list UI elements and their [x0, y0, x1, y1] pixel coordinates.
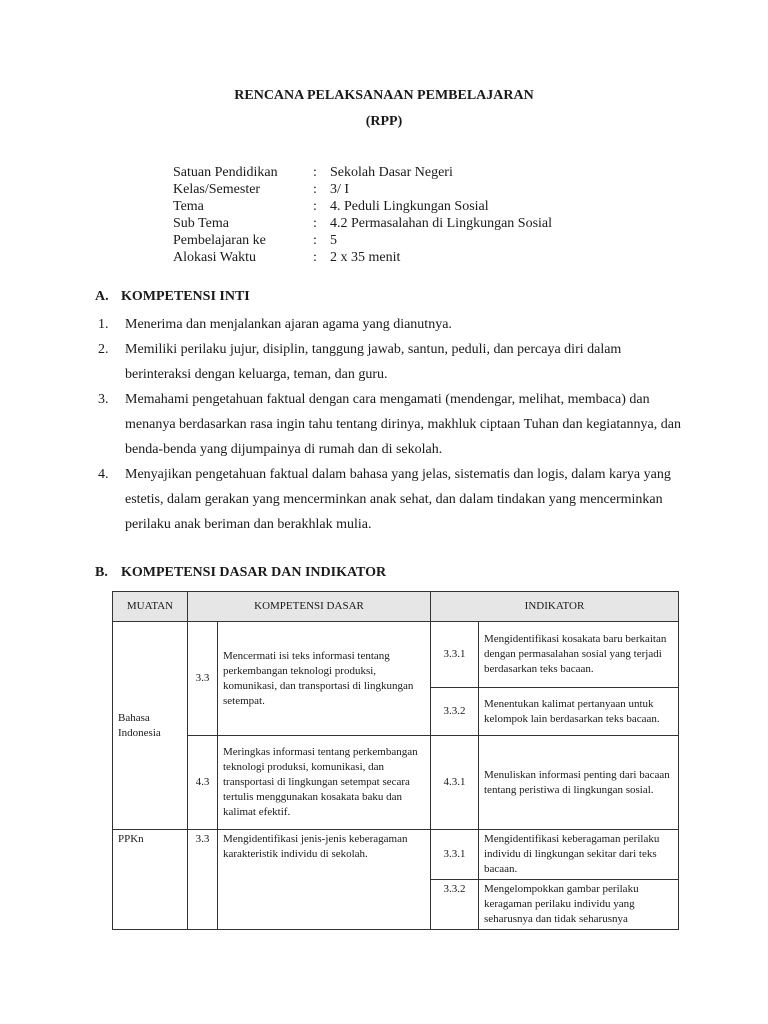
kd-text: Meringkas informasi tentang perkembangan teknologi produksi, komunikasi, dan transportasi di lingkungan setempat secara tertulis menggunakan kosakata baku dan kalimat efektif.: [218, 736, 431, 830]
list-text: Menerima dan menjalankan ajaran agama yang dianutnya.: [125, 317, 452, 332]
list-text: Menyajikan pengetahuan faktual dalam bahasa yang jelas, sistematis dan logis, dalam karya yang estetis, dalam gerakan yang mencerminkan anak sehat, dan dalam tindakan yang mencerminkan perilaku anak beriman dan berakhlak mulia.: [125, 467, 671, 532]
identity-value: 3/ I: [330, 182, 350, 197]
section-b-heading: [95, 565, 386, 581]
indikator-code: 3.3.1: [431, 830, 479, 880]
indikator-code: 3.3.2: [431, 880, 479, 930]
indikator-text: Mengidentifikasi keberagaman perilaku individu di lingkungan sekitar dari teks bacaan.: [479, 830, 679, 880]
header-kompetensi-dasar: KOMPETENSI DASAR: [188, 592, 431, 622]
identity-row: [173, 164, 552, 181]
document-subtitle: (RPP): [365, 114, 403, 129]
kd-text: Mencermati isi teks informasi tentang perkembangan teknologi produksi, komunikasi, dan transportasi di lingkungan setempat.: [218, 622, 431, 736]
kd-code: 3.3: [188, 830, 218, 930]
identity-label: Tema: [173, 199, 204, 214]
indikator-code: 3.3.2: [431, 688, 479, 736]
list-number: 2.: [98, 342, 109, 357]
table-header-row: [113, 592, 679, 622]
table-row: [113, 622, 679, 688]
document-title: RENCANA PELAKSANAAN PEMBELAJARAN: [234, 88, 534, 103]
identity-row: [173, 232, 552, 249]
section-letter: B.: [95, 565, 108, 580]
identity-label: Pembelajaran ke: [173, 233, 266, 248]
identity-colon: :: [313, 182, 317, 197]
list-number: 4.: [98, 467, 109, 482]
indikator-text: Menentukan kalimat pertanyaan untuk kelompok lain berdasarkan teks bacaan.: [479, 688, 679, 736]
section-title: KOMPETENSI DASAR DAN INDIKATOR: [121, 565, 387, 580]
list-number: 1.: [98, 317, 109, 332]
identity-block: [173, 164, 552, 266]
section-letter: A.: [95, 289, 109, 304]
list-item: [98, 337, 688, 387]
list-item: [98, 312, 688, 337]
identity-row: [173, 249, 552, 266]
table-row: [113, 736, 679, 830]
identity-row: [173, 198, 552, 215]
identity-colon: :: [313, 216, 317, 231]
list-item: [98, 462, 688, 537]
muatan-cell: Bahasa Indonesia: [113, 622, 188, 830]
kompetensi-inti-list: [98, 312, 688, 537]
list-text: Memiliki perilaku jujur, disiplin, tanggung jawab, santun, peduli, dan percaya diri dalam berinteraksi dengan keluarga, teman, dan guru.: [125, 342, 622, 382]
kd-text: Mengidentifikasi jenis-jenis keberagaman karakteristik individu di sekolah.: [218, 830, 431, 930]
list-item: [98, 387, 688, 462]
indikator-text: Mengidentifikasi kosakata baru berkaitan dengan permasalahan sosial yang terjadi berdasarkan teks bacaan.: [479, 622, 679, 688]
identity-colon: :: [313, 199, 317, 214]
indikator-code: 3.3.1: [431, 622, 479, 688]
kd-code: 4.3: [188, 736, 218, 830]
indikator-code: 4.3.1: [431, 736, 479, 830]
identity-label: Kelas/Semester: [173, 182, 261, 197]
identity-colon: :: [313, 250, 317, 265]
section-a-heading: [95, 289, 250, 305]
identity-value: 4.2 Permasalahan di Lingkungan Sosial: [330, 216, 553, 231]
kd-code: 3.3: [188, 622, 218, 736]
identity-label: Sub Tema: [173, 216, 229, 231]
identity-label: Satuan Pendidikan: [173, 165, 278, 180]
identity-label: Alokasi Waktu: [173, 250, 256, 265]
identity-value: 4. Peduli Lingkungan Sosial: [330, 199, 489, 214]
header-muatan: MUATAN: [113, 592, 188, 622]
identity-value: 5: [330, 233, 337, 248]
identity-row: [173, 215, 552, 232]
identity-value: Sekolah Dasar Negeri: [330, 165, 453, 180]
identity-colon: :: [313, 233, 317, 248]
header-indikator: INDIKATOR: [431, 592, 679, 622]
identity-value: 2 x 35 menit: [330, 250, 401, 265]
list-number: 3.: [98, 392, 109, 407]
indikator-text: Menuliskan informasi penting dari bacaan tentang peristiwa di lingkungan sosial.: [479, 736, 679, 830]
muatan-cell: PPKn: [113, 830, 188, 930]
section-title: KOMPETENSI INTI: [121, 289, 250, 304]
kompetensi-dasar-table: [112, 591, 679, 930]
table-row: [113, 830, 679, 880]
identity-colon: :: [313, 165, 317, 180]
identity-row: [173, 181, 552, 198]
indikator-text: Mengelompokkan gambar perilaku keragaman perilaku individu yang seharusnya dan tidak seharusnya: [479, 880, 679, 930]
list-text: Memahami pengetahuan faktual dengan cara mengamati (mendengar, melihat, membaca) dan menanya berdasarkan rasa ingin tahu tentang dirinya, makhluk ciptaan Tuhan dan kegiatannya, dan benda-benda yang dijumpainya di rumah dan di sekolah.: [125, 392, 681, 457]
